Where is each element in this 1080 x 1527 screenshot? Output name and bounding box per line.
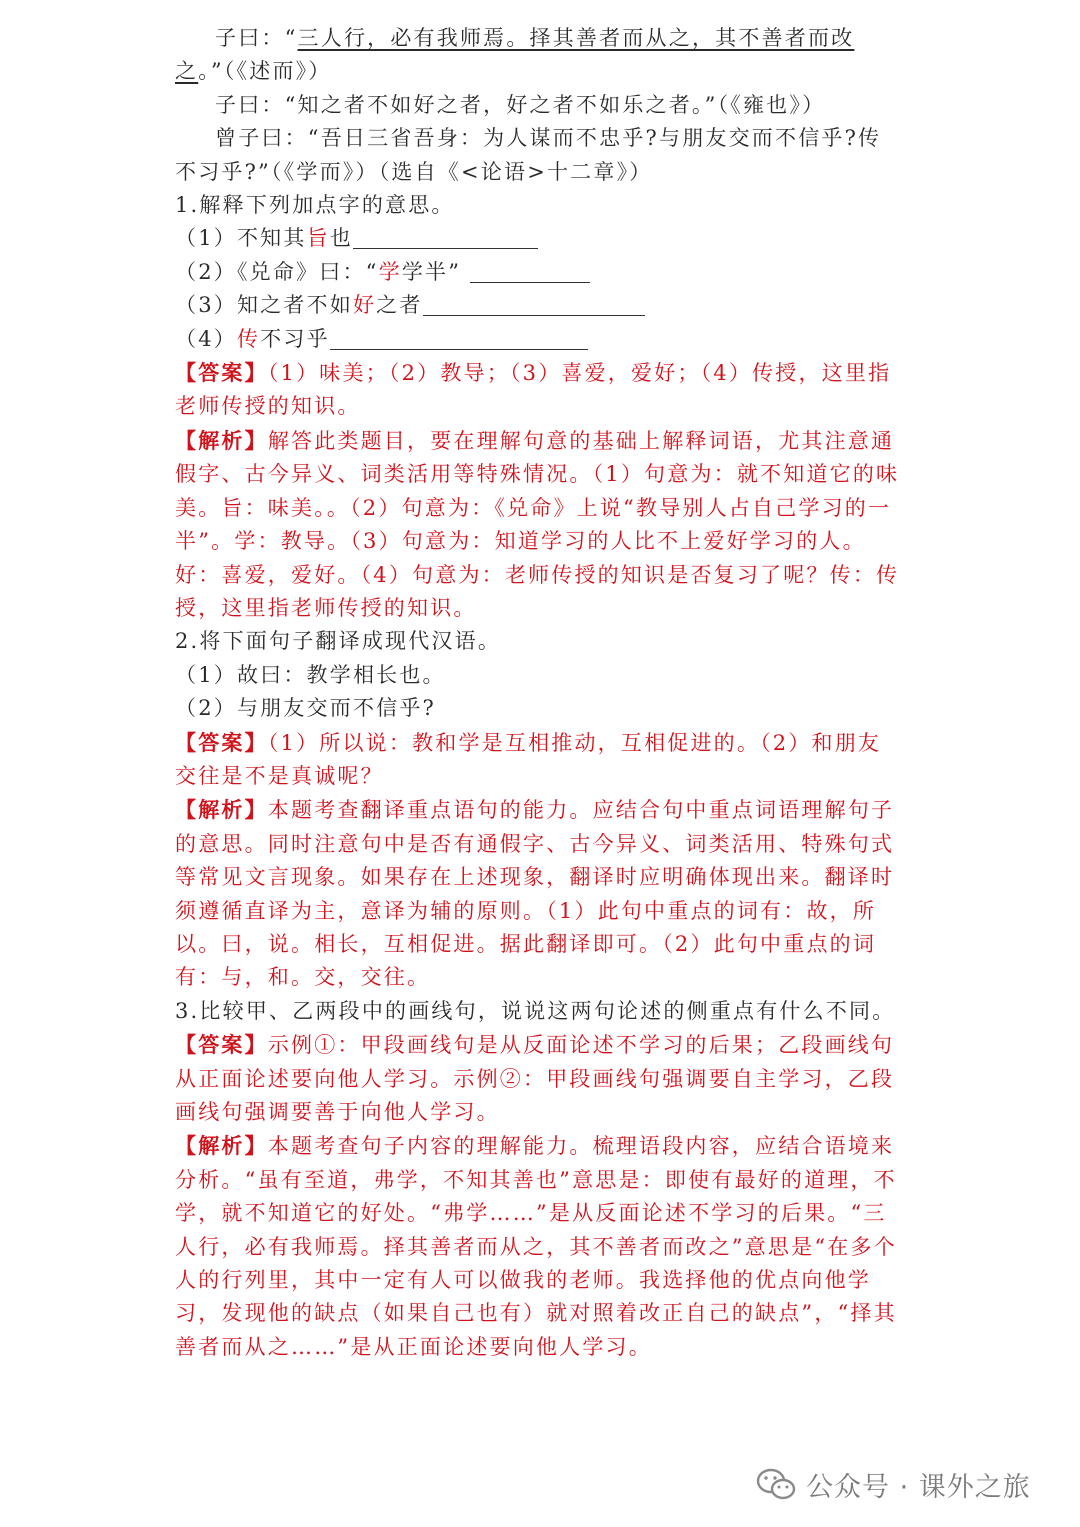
answer-blank (353, 226, 538, 249)
question-3-title: 3.比较甲、乙两段中的画线句，说说这两句论述的侧重点有什么不同。 (175, 998, 896, 1023)
item-text: （4） (175, 326, 237, 351)
q1-item-3 (175, 289, 900, 322)
watermark (756, 1464, 1031, 1504)
q1-analysis (175, 424, 900, 625)
dotted-character: 学 (378, 259, 402, 284)
analysis-text: 本题考查句子内容的理解能力。梳理语段内容，应结合语境来分析。“虽有至道，弗学，不知其善也”意思是：即使有最好的道理，不学，就不知道它的好处。“弗学……”是从反面论述不学习的后果。“三人行，必有我师焉。择其善者而从之，其不善者而改之”意思是“在多个人的行列里，其中一定有人可以做我的老师。我选择他的优点向他学习，发现他的缺点（如果自己也有）就对照着改正自己的缺点”，“择其善者而从之……”是从正面论述要向他人学习。 (175, 1134, 897, 1359)
answer-text: （1）所以说：教和学是互相推动，互相促进的。（2）和朋友交往是不是真诚呢？ (175, 730, 882, 788)
item-text: 学半” (401, 259, 462, 284)
q2-item-2: （2）与朋友交而不信乎? (175, 696, 437, 721)
q1-answer (175, 356, 900, 424)
q3-analysis (175, 1129, 900, 1364)
q1-item-1 (175, 222, 900, 255)
answer-blank (330, 327, 588, 350)
q3-answer (175, 1028, 900, 1129)
dotted-character: 传 (236, 326, 261, 351)
analysis-tag: 【解析】 (175, 797, 268, 823)
item-text: 不习乎 (260, 326, 330, 351)
analysis-text: 本题考查翻译重点语句的能力。应结合句中重点词语理解句子的意思。同时注意句中是否有通假字、古今异义、词类活用、特殊句式等常见文言现象。如果存在上述现象，翻译时应明确体现出来。翻译时须遵循直译为主，意译为辅的原则。（1）此句中重点的词有：故，所以。曰，说。相长，互相促进。据此翻译即可。（2）此句中重点的词有：与，和。交，交往。 (175, 798, 895, 990)
dotted-character: 旨 (306, 226, 330, 251)
answer-text: 示例①：甲段画线句是从反面论述不学习的后果；乙段画线句从正面论述要向他人学习。示例②：甲段画线句强调要自主学习，乙段画线句强调要善于向他人学习。 (175, 1033, 895, 1124)
item-text: （2）《兑命》曰：“ (175, 259, 379, 284)
analysis-text: 解答此类题目，要在理解句意的基础上解释词语，尤其注意通假字、古今异义、词类活用等特殊情况。（1）句意为：就不知道它的味美。旨：味美。。（2）句意为：《兑命》上说“教导别人占自己学习的一半”。学：教导。（3）句意为：知道学习的人比不上爱好学习的人。好：喜爱，爱好。（4）句意为：老师传授的知识是否复习了呢？传：传授，这里指老师传授的知识。 (175, 428, 900, 620)
document-content (175, 22, 900, 1364)
answer-blank (423, 293, 645, 316)
answer-tag: 【答案】 (175, 360, 268, 386)
answer-tag: 【答案】 (175, 1032, 268, 1058)
item-text: 也 (329, 226, 353, 251)
q2-analysis (175, 793, 900, 994)
q2-answer (175, 726, 900, 794)
analysis-tag: 【解析】 (175, 1133, 268, 1159)
q2-item-1: （1）故曰：教学相长也。 (175, 662, 446, 687)
underlined-sentence: 三人行，必有我师焉。择其善者而从之，其不善者而改之 (175, 26, 855, 84)
watermark-text: 公众号 · 课外之旅 (806, 1471, 1031, 1503)
passage-line-2: 子曰：“知之者不如好之者，好之者不如乐之者。”（《雍也》） (215, 92, 826, 117)
passage-text: 子曰：“ (215, 26, 298, 50)
passage-line-1 (175, 22, 900, 89)
passage-line-3: 曾子曰：“吾日三省吾身：为人谋而不忠乎?与朋友交而不信乎?传不习乎?”（《学而》）（选自《<论语>十二章》） (175, 126, 882, 184)
answer-text: （1）味美；（2）教导；（3）喜爱，爱好；（4）传授，这里指老师传授的知识。 (175, 361, 892, 419)
item-text: （3）知之者不如 (175, 293, 353, 318)
question-1-title: 1.解释下列加点字的意思。 (175, 193, 455, 218)
q1-item-2 (175, 256, 900, 289)
passage-text: 。”（《述而》） (198, 59, 332, 84)
question-2-title: 2.将下面句子翻译成现代汉语。 (175, 629, 502, 654)
answer-tag: 【答案】 (175, 729, 268, 755)
q1-item-4 (175, 323, 900, 356)
item-text: 之者 (376, 293, 423, 318)
analysis-tag: 【解析】 (175, 427, 268, 453)
dotted-character: 好 (352, 293, 377, 318)
answer-blank (470, 260, 590, 283)
wechat-icon (756, 1467, 796, 1501)
item-text: （1）不知其 (175, 226, 307, 251)
